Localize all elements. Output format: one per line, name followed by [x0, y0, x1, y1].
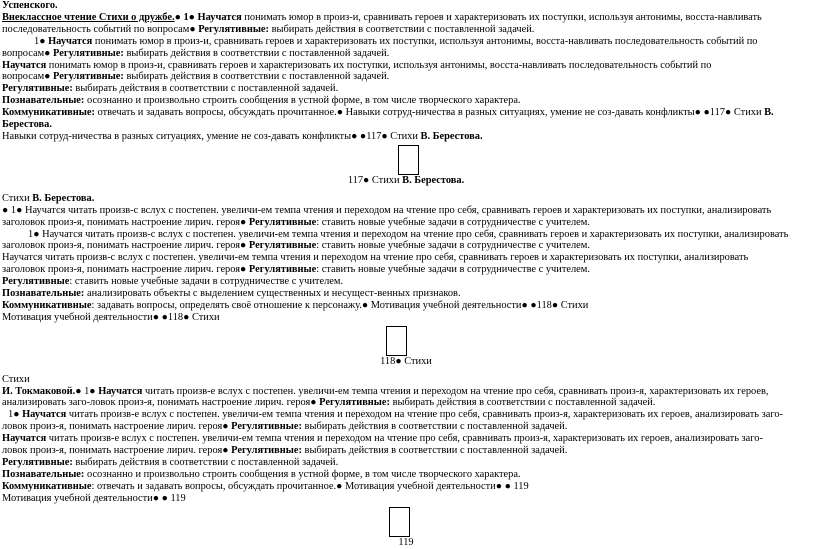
text: ● 1● [75, 385, 99, 397]
figure-placeholder [2, 324, 810, 358]
line [2, 493, 810, 505]
line [2, 421, 810, 433]
text: читать произв-е вслух с постепен. увеличи-ем темпа чтения и переходом на чтение про себя, сравнивать произ-я, характеризовать их героев, анализировать заго- [66, 409, 784, 421]
heading-fragment: Успенского. [2, 0, 58, 11]
bold-term: Берестова. [2, 119, 52, 131]
line [2, 300, 810, 312]
line [2, 24, 810, 36]
text: ловок произ-я, понимать настроение лирич. героя● [2, 445, 232, 457]
bold-term: Научатся [98, 385, 143, 397]
image-placeholder-box [386, 326, 407, 356]
line [2, 83, 810, 95]
text: читать произв-е вслух с постепен. увеличи-ем темпа чтения и переходом на чтение про себя, сравнивать произ-я, характеризовать их героев, [142, 385, 769, 397]
text: выбирать действия в соответствии с поставленной задачей. [123, 47, 390, 59]
line [2, 0, 810, 12]
text: осознанно и произвольно строить сообщения в устной форме, в том числе творческого характера. [84, 95, 521, 107]
line [2, 374, 810, 386]
text: вопросам● [2, 71, 54, 83]
bold-term: В. Берестова. [402, 174, 465, 186]
line [2, 119, 810, 131]
line [2, 457, 810, 469]
text: : ставить новые учебные задачи в сотрудничестве с учителем. [316, 264, 590, 276]
text: Навыки сотруд-ничества в разных ситуациях, умение не соз-давать конфликты● ●117● Стихи [2, 130, 421, 142]
bullet-marker: ● 1● [174, 11, 198, 23]
figure-placeholder [2, 143, 810, 177]
text: ● 1● Научатся читать произв-с вслух с постепен. увеличи-ем темпа чтения и переходом на чтение про себя, сравнивать героев и характеризовать их поступки, анализировать [2, 204, 772, 216]
bold-term: Регулятивные: [319, 397, 390, 409]
bold-term: Регулятивные [248, 240, 317, 252]
bold-term: Коммуникативные: [2, 107, 95, 119]
text: 1● Научатся читать произв-с вслух с постепен. увеличи-ем темпа чтения и переходом на чтение про себя, сравнивать героев и характеризовать их поступки, анализировать [28, 228, 789, 240]
line [2, 409, 810, 421]
text: выбирать действия в соответствии с поставленной задачей. [389, 397, 656, 409]
bold-term: В. Берестова. [420, 130, 483, 142]
text: выбирать действия в соответствии с поставленной задачей. [301, 421, 568, 433]
bold-term: Регулятивные: [231, 445, 302, 457]
text: заголовок произ-я, понимать настроение лирич. героя● [2, 264, 249, 276]
line [2, 193, 810, 205]
text: : задавать вопросы, определять своё отношение к персонажу.● Мотивация учебной деятельности● ●118● Стихи [91, 299, 589, 311]
text: понимать юмор в произ-и, сравнивать героев и характеризовать их поступки, используя антонимы, восста-навливать последовательность событий по [92, 35, 758, 47]
line [2, 481, 810, 493]
bold-term: Познавательные: [2, 95, 85, 107]
line [2, 95, 810, 107]
line [2, 386, 810, 398]
bold-term: Регулятивные [248, 264, 317, 276]
line [2, 12, 810, 24]
bold-term: Регулятивные: [53, 71, 124, 83]
text: : отвечать и задавать вопросы, обсуждать прочитанное.● Мотивация учебной деятельности● ● 119 [91, 480, 529, 492]
bold-term: Коммуникативные [2, 480, 92, 492]
figure-placeholder [2, 505, 810, 539]
line [2, 469, 810, 481]
line [2, 229, 810, 241]
text: анализировать заго-ловок произ-я, понимать настроение лирич. героя● [2, 397, 320, 409]
line [2, 276, 810, 288]
line [2, 107, 810, 119]
text: ловок произ-я, понимать настроение лирич. героя● [2, 421, 232, 433]
text: : ставить новые учебные задачи в сотрудничестве с учителем. [316, 216, 590, 228]
bold-term: Регулятивные: [2, 457, 73, 468]
image-placeholder-box [398, 145, 419, 175]
line [2, 205, 810, 217]
bold-term: Научатся [197, 11, 242, 23]
text: вопросам● [2, 47, 54, 59]
line [2, 397, 810, 409]
text: Научатся читать произв-с вслух с постепен. увеличи-ем темпа чтения и переходом на чтение про себя, сравнивать героев и характеризовать их поступки, анализировать [2, 252, 749, 264]
bold-term: Регулятивные [248, 216, 317, 228]
line [2, 264, 810, 276]
lesson-title: Внеклассное чтение Стихи о дружбе. [2, 11, 175, 23]
line [2, 48, 810, 60]
text: Мотивация учебной деятельности● ● 119 [2, 492, 186, 504]
text: отвечать и задавать вопросы, обсуждать прочитанное.● Навыки сотруд-ничества в разных ситуациях, умение не соз-давать конфликты● ●117● Стихи [94, 107, 765, 119]
text: Мотивация учебной деятельности● ●118● Стихи [2, 311, 220, 323]
image-placeholder-box [389, 507, 410, 537]
bold-term: Регулятивные: [198, 23, 270, 35]
text: 1● [34, 35, 49, 47]
line [2, 252, 810, 264]
text: Стихи [2, 192, 33, 204]
bold-term: Научатся [2, 433, 47, 445]
line [2, 288, 810, 300]
text: 119 [398, 536, 414, 548]
line [2, 36, 810, 48]
document-body [2, 0, 810, 549]
line [2, 445, 810, 457]
text: выбирать действия в соответствии с поставленной задачей. [269, 23, 535, 35]
text: выбирать действия в соответствии с поставленной задачей. [123, 71, 390, 83]
text: выбирать действия в соответствии с поставленной задачей. [301, 445, 568, 457]
text: Стихи [2, 373, 30, 385]
text: 118● Стихи [380, 355, 432, 367]
bold-term: Познавательные: [2, 468, 85, 480]
text: анализировать объекты с выделением существенных и несущест-венных признаков. [84, 288, 461, 300]
text: понимать юмор в произ-и, сравнивать героев и характеризовать их поступки, используя антонимы, восста-навливать последовательность событий по [46, 59, 712, 71]
text: выбирать действия в соответствии с поставленной задачей. [72, 457, 339, 468]
bold-term: Познавательные: [2, 288, 85, 300]
text: : ставить новые учебные задачи в сотрудничестве с учителем. [316, 240, 590, 252]
text: выбирать действия в соответствии с поставленной задачей. [72, 83, 339, 95]
bold-term: Регулятивные [2, 276, 70, 288]
line [2, 240, 810, 252]
text: 1● [8, 409, 23, 421]
bold-term: Научатся [2, 59, 47, 71]
line [2, 433, 810, 445]
text: осознанно и произвольно строить сообщения в устной форме, в том числе творческого характера. [84, 468, 521, 480]
text: понимать юмор в произ-и, сравнивать героев и характеризовать их поступки, используя антонимы, восста-навливать [241, 11, 762, 23]
text: заголовок произ-я, понимать настроение лирич. героя● [2, 240, 249, 252]
bold-term: Научатся [48, 35, 93, 47]
text: читать произв-е вслух с постепен. увеличи-ем темпа чтения и переходом на чтение про себя, сравнивать произ-я, характеризовать их героев, анализировать заго- [46, 433, 763, 445]
bold-term: И. Токмаковой. [2, 385, 76, 397]
bold-term: Научатся [22, 409, 67, 421]
line [2, 60, 810, 72]
bold-term: В. Берестова. [32, 192, 95, 204]
line [2, 131, 810, 143]
bold-term: В. [764, 107, 774, 119]
text: заголовок произ-я, понимать настроение лирич. героя● [2, 216, 249, 228]
text: 117● Стихи [347, 174, 403, 186]
bold-term: Регулятивные: [2, 83, 73, 95]
bold-term: Регулятивные: [53, 47, 124, 59]
line [2, 71, 810, 83]
bold-term: Регулятивные: [231, 421, 302, 433]
line [2, 217, 810, 229]
line [2, 312, 810, 324]
bold-term: Коммуникативные [2, 299, 92, 311]
text: последовательность событий по вопросам● [2, 23, 199, 35]
text: : ставить новые учебные задачи в сотрудничестве с учителем. [69, 276, 344, 288]
